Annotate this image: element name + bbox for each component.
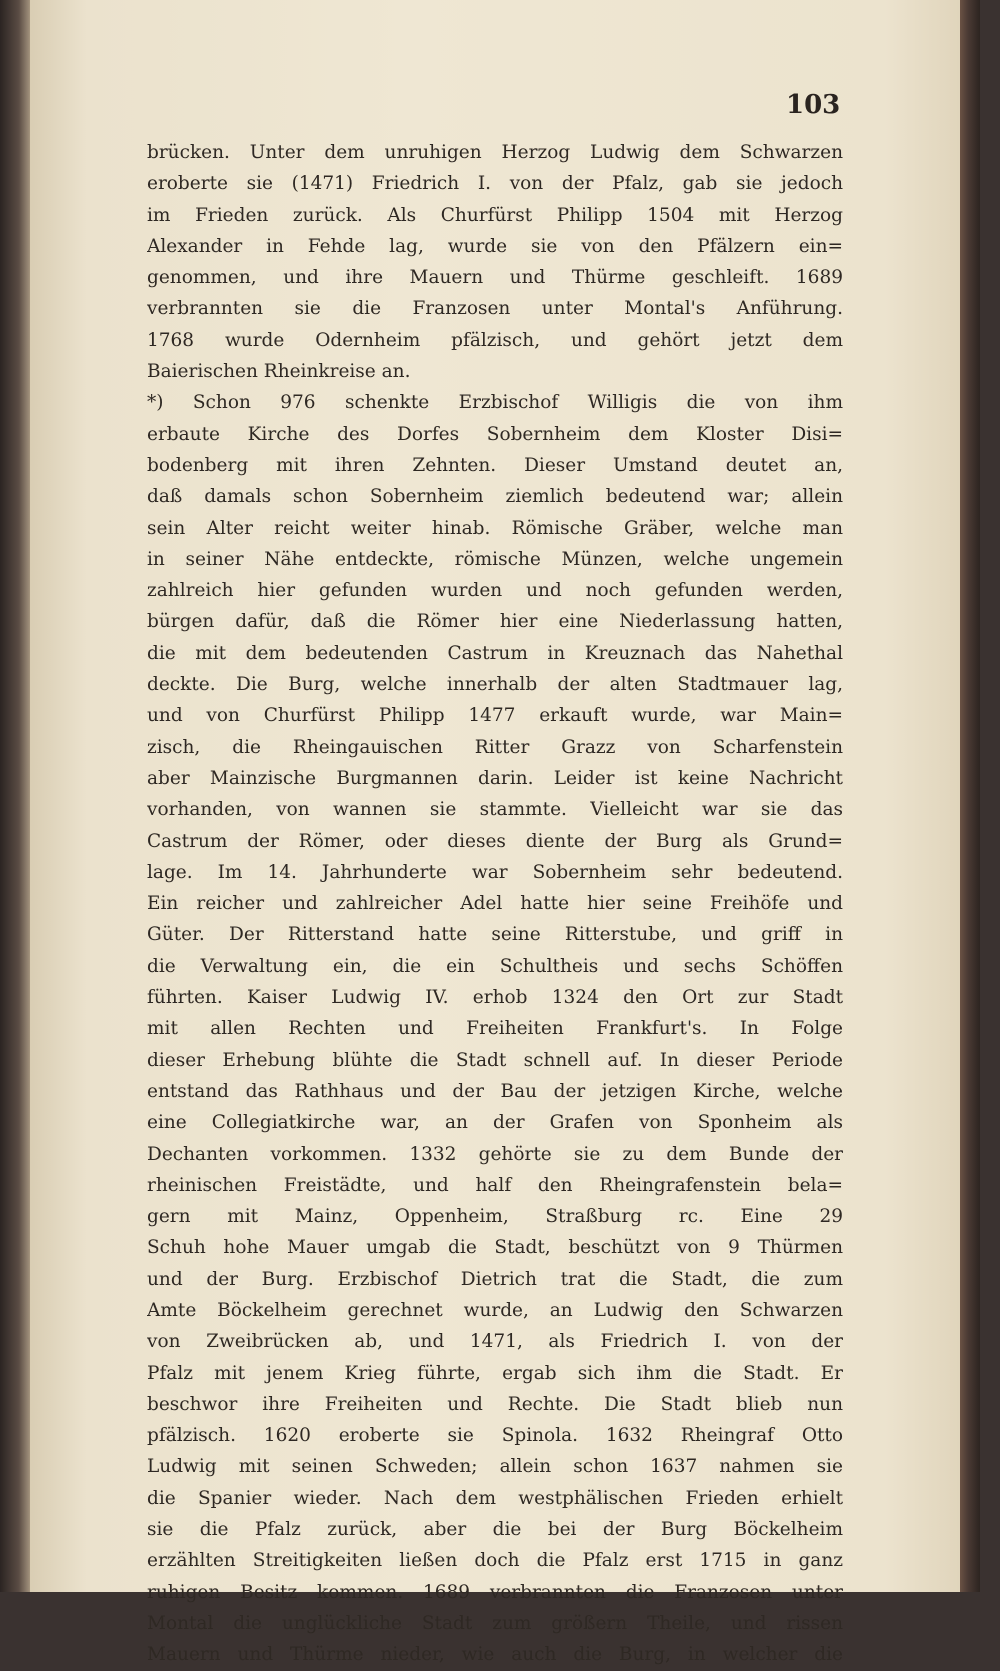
text-line: erbaute Kirche des Dorfes Sobernheim dem Kloster Disi= [147, 423, 843, 445]
text-line: mit allen Rechten und Freiheiten Frankfurt's. In Folge [147, 1018, 843, 1040]
text-line: sie die Pfalz zurück, aber die bei der Burg Böckelheim [147, 1519, 843, 1541]
page-edge [960, 0, 980, 1592]
text-line: deckte. Die Burg, welche innerhalb der alten Stadtmauer lag, [147, 674, 843, 696]
text-line: die Spanier wieder. Nach dem westphälischen Frieden erhielt [147, 1487, 843, 1509]
text-line: Schuh hohe Mauer umgab die Stadt, beschützt von 9 Thürmen [147, 1237, 843, 1259]
text-line: bodenberg mit ihren Zehnten. Dieser Umstand deutet an, [147, 454, 843, 476]
text-line: Baierischen Rheinkreise an. [147, 361, 411, 383]
text-line: genommen, und ihre Mauern und Thürme geschleift. 1689 [147, 267, 843, 289]
book-spine [0, 0, 34, 1592]
text-line: Dechanten vorkommen. 1332 gehörte sie zu dem Bunde der [147, 1143, 843, 1165]
text-line: Ein reicher und zahlreicher Adel hatte hier seine Freihöfe und [147, 893, 843, 915]
text-line: zahlreich hier gefunden wurden und noch gefunden werden, [147, 580, 843, 602]
text-line: Güter. Der Ritterstand hatte seine Ritterstube, und griff in [147, 924, 843, 946]
text-line: Pfalz mit jenem Krieg führte, ergab sich ihm die Stadt. Er [147, 1362, 843, 1384]
text-line: Montal die unglückliche Stadt zum größern Theile, und rissen [147, 1612, 843, 1634]
text-line: Alexander in Fehde lag, wurde sie von den Pfälzern ein= [147, 235, 843, 257]
text-line: aber Mainzische Burgmannen darin. Leider ist keine Nachricht [147, 767, 843, 789]
text-line: Ludwig mit seinen Schweden; allein schon 1637 nahmen sie [147, 1456, 843, 1478]
text-line: rheinischen Freistädte, und half den Rheingrafenstein bela= [147, 1174, 843, 1196]
text-line: zisch, die Rheingauischen Ritter Grazz von Scharfenstein [147, 736, 843, 758]
text-line: verbrannten sie die Franzosen unter Montal's Anführung. [147, 298, 843, 320]
text-line: von Zweibrücken ab, und 1471, als Friedrich I. von der [147, 1331, 843, 1353]
text-line: 1768 wurde Odernheim pfälzisch, und gehört jetzt dem [147, 329, 843, 351]
text-line: eroberte sie (1471) Friedrich I. von der Pfalz, gab sie jedoch [147, 173, 843, 195]
text-line: Amte Böckelheim gerechnet wurde, an Ludwig den Schwarzen [147, 1299, 843, 1321]
text-line: dieser Erhebung blühte die Stadt schnell auf. In dieser Periode [147, 1049, 843, 1071]
text-line: sein Alter reicht weiter hinab. Römische Gräber, welche man [147, 517, 843, 539]
text-line: ruhigen Besitz kommen. 1689 verbrannten die Franzosen unter [147, 1581, 843, 1603]
text-line: und von Churfürst Philipp 1477 erkauft wurde, war Main= [147, 705, 843, 727]
text-line: die Verwaltung ein, die ein Schultheis und sechs Schöffen [147, 955, 843, 977]
text-line: die mit dem bedeutenden Castrum in Kreuznach das Nahethal [147, 642, 843, 664]
text-line: gern mit Mainz, Oppenheim, Straßburg rc. Eine 29 [147, 1206, 843, 1228]
text-line: daß damals schon Sobernheim ziemlich bedeutend war; allein [147, 486, 843, 508]
page-number: 103 [786, 90, 841, 120]
text-line: eine Collegiatkirche war, an der Grafen von Sponheim als [147, 1112, 843, 1134]
text-line: pfälzisch. 1620 eroberte sie Spinola. 1632 Rheingraf Otto [147, 1425, 843, 1447]
text-line: Castrum der Römer, oder dieses diente der Burg als Grund= [147, 830, 843, 852]
text-line: und der Burg. Erzbischof Dietrich trat die Stadt, die zum [147, 1268, 843, 1290]
text-line: erzählten Streitigkeiten ließen doch die Pfalz erst 1715 in ganz [147, 1550, 843, 1572]
text-line: in seiner Nähe entdeckte, römische Münzen, welche ungemein [147, 548, 843, 570]
text-line: im Frieden zurück. Als Churfürst Philipp 1504 mit Herzog [147, 204, 843, 226]
text-line: brücken. Unter dem unruhigen Herzog Ludwig dem Schwarzen [147, 142, 843, 163]
text-line: lage. Im 14. Jahrhunderte war Sobernheim sehr bedeutend. [147, 861, 843, 883]
text-line: Mauern und Thürme nieder, wie auch die Burg, in welcher die [147, 1644, 843, 1666]
text-line: führten. Kaiser Ludwig IV. erhob 1324 den Ort zur Stadt [147, 987, 843, 1009]
text-line: beschwor ihre Freiheiten und Rechte. Die Stadt blieb nun [147, 1393, 843, 1415]
text-line: bürgen dafür, daß die Römer hier eine Niederlassung hatten, [147, 611, 843, 633]
text-line: vorhanden, von wannen sie stammte. Vielleicht war sie das [147, 799, 843, 821]
text-line: *) Schon 976 schenkte Erzbischof Willigis die von ihm [147, 392, 843, 414]
body-text [147, 137, 843, 1671]
text-line: entstand das Rathhaus und der Bau der jetzigen Kirche, welche [147, 1080, 843, 1102]
